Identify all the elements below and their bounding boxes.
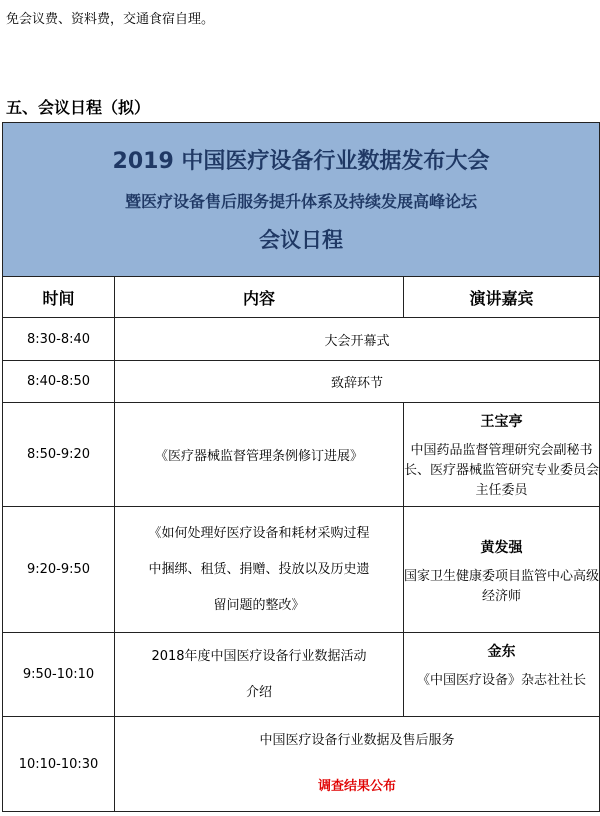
- content-line: 留问题的整改》: [213, 597, 305, 613]
- row-time: 8:50-9:20: [3, 403, 115, 507]
- table-row: [3, 361, 600, 403]
- schedule-table: [2, 122, 600, 812]
- header-content: 内容: [115, 277, 404, 318]
- content-line: 2018年度中国医疗设备行业数据活动: [151, 648, 367, 664]
- content-line: 介绍: [245, 684, 272, 700]
- row-time: 8:40-8:50: [3, 361, 115, 403]
- speaker-title: 中国药品监督管理研究会副秘书长、医疗器械监管研究专业委员会主任委员: [404, 443, 600, 498]
- speaker-name: 黄发强: [480, 540, 523, 556]
- row-time: 10:10-10:30: [3, 717, 115, 812]
- table-row: [3, 507, 600, 633]
- row-speaker: [404, 507, 600, 633]
- speaker-name: 金东: [487, 644, 516, 660]
- row-speaker: [404, 633, 600, 717]
- table-row: [3, 318, 600, 361]
- content-line: 《如何处理好医疗设备和耗材采购过程: [148, 525, 370, 541]
- row-speaker: [404, 403, 600, 507]
- content-line: 中捆绑、租赁、捐赠、投放以及历史遗: [148, 561, 370, 577]
- row-content: 致辞环节: [115, 361, 600, 403]
- row-content: 大会开幕式: [115, 318, 600, 361]
- speaker-title: 国家卫生健康委项目监管中心高级经济师: [404, 569, 600, 604]
- intro-text: 免会议费、资料费，交通食宿自理。: [6, 12, 215, 27]
- speaker-title: 《中国医疗设备》杂志社社长: [416, 673, 586, 688]
- header-speaker: 演讲嘉宾: [404, 277, 600, 318]
- table-row: [3, 403, 600, 507]
- header-row: [3, 277, 600, 318]
- section-title: 五、会议日程（拟）: [6, 98, 151, 117]
- row-time: 9:50-10:10: [3, 633, 115, 717]
- row-time: 8:30-8:40: [3, 318, 115, 361]
- schedule-heading: 会议日程: [259, 228, 343, 252]
- content-line: 中国医疗设备行业数据及售后服务: [259, 733, 455, 748]
- row-content: 《医疗器械监督管理条例修订进展》: [115, 403, 404, 507]
- speaker-name: 王宝亭: [480, 414, 523, 430]
- highlight-text: 调查结果公布: [317, 779, 396, 794]
- row-content: [115, 717, 600, 812]
- banner: [3, 123, 600, 277]
- row-content: [115, 507, 404, 633]
- row-time: 9:20-9:50: [3, 507, 115, 633]
- conference-subtitle: 暨医疗设备售后服务提升体系及持续发展高峰论坛: [124, 192, 477, 211]
- header-time: 时间: [3, 277, 115, 318]
- table-row: [3, 717, 600, 812]
- conference-title: 2019 中国医疗设备行业数据发布大会: [112, 149, 490, 174]
- row-content: [115, 633, 404, 717]
- table-row: [3, 633, 600, 717]
- banner-row: [3, 123, 600, 277]
